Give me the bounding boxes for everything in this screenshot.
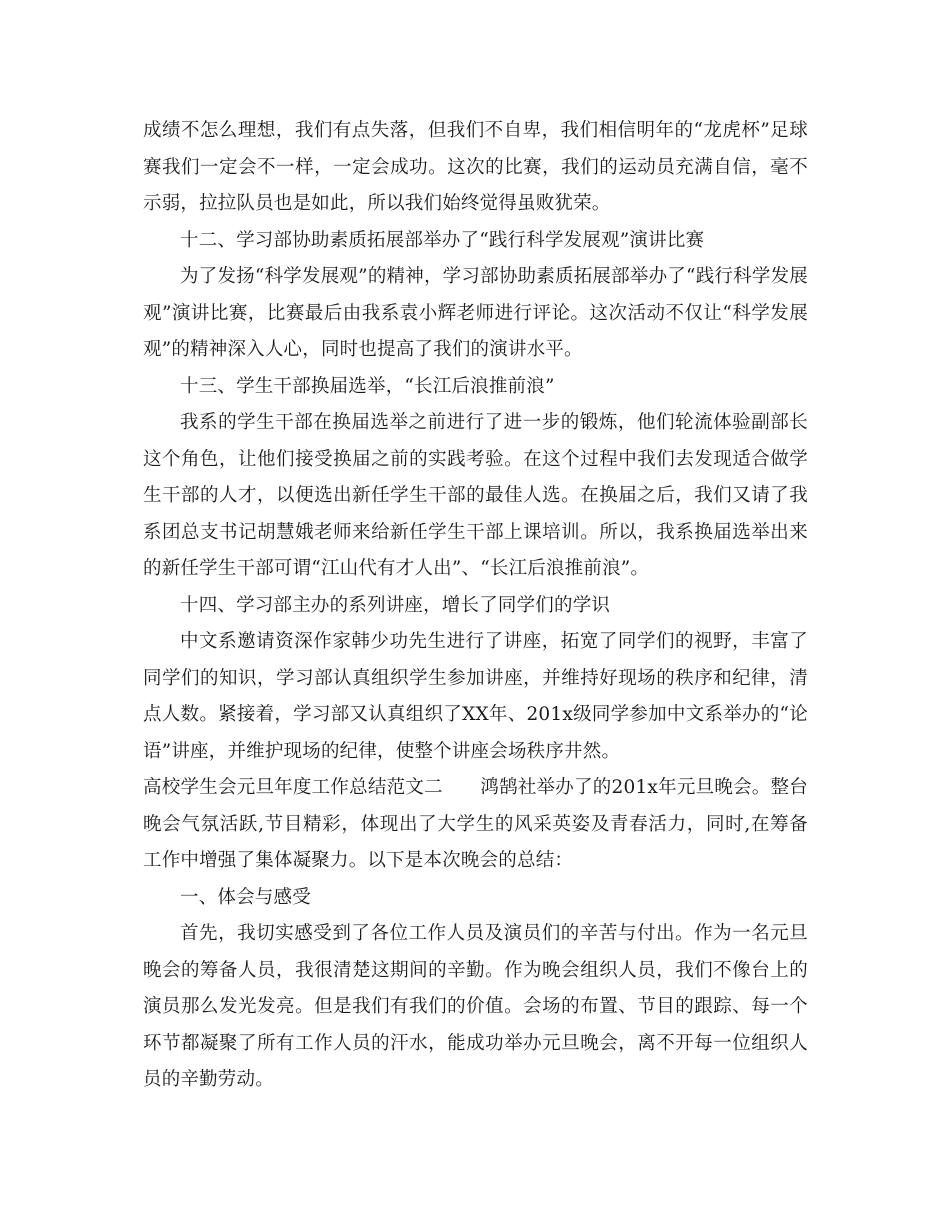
section-heading: 十四、学习部主办的系列讲座，增长了同学们的学识 <box>180 594 611 616</box>
paragraph: 高校学生会元旦年度工作总结范文二 鸿鹄社举办了的201x年元旦晚会。整台晚会气氛活跃,节目精彩，体现出了大学生的风采英姿及青春活力，同时,在筹备工作中增强了集体凝聚力。以下是本次晚会的总结： <box>143 777 808 871</box>
paragraph: 为了发扬“科学发展观”的精神，学习部协助素质拓展部举办了“践行科学发展观”演讲比赛，比赛最后由我系袁小辉老师进行评论。这次活动不仅让“科学发展观”的精神深入人心，同时也提高了我们的演讲水平。 <box>143 266 808 360</box>
paragraph: 我系的学生干部在换届选举之前进行了进一步的锻炼，他们轮流体验副部长这个角色，让他们接受换届之前的实践考验。在这个过程中我们去发现适合做学生干部的人才，以便选出新任学生干部的最佳人选。在换届之后，我们又请了我系团总支书记胡慧娥老师来给新任学生干部上课培训。所以，我系换届选举出来的新任学生干部可谓“江山代有才人出”、“长江后浪推前浪”。 <box>143 412 808 579</box>
section-heading: 十二、学习部协助素质拓展部举办了“践行科学发展观”演讲比赛 <box>180 229 705 251</box>
document-body <box>143 113 808 1099</box>
section-heading: 一、体会与感受 <box>180 886 311 908</box>
section-heading: 十三、学生干部换届选举，“长江后浪推前浪” <box>180 375 555 397</box>
paragraph: 首先，我切实感受到了各位工作人员及演员们的辛苦与付出。作为一名元旦晚会的筹备人员，我很清楚这期间的辛勤。作为晚会组织人员，我们不像台上的演员那么发光发亮。但是我们有我们的价值。会场的布置、节目的跟踪、每一个环节都凝聚了所有工作人员的汗水，能成功举办元旦晚会，离不开每一位组织人员的辛勤劳动。 <box>143 923 808 1090</box>
paragraph: 成绩不怎么理想，我们有点失落，但我们不自卑，我们相信明年的“龙虎杯”足球赛我们一定会不一样，一定会成功。这次的比赛，我们的运动员充满自信，毫不示弱，拉拉队员也是如此，所以我们始终觉得虽败犹荣。 <box>143 120 808 214</box>
paragraph: 中文系邀请资深作家韩少功先生进行了讲座，拓宽了同学们的视野，丰富了同学们的知识，学习部认真组织学生参加讲座，并维持好现场的秩序和纪律，清点人数。紧接着，学习部又认真组织了XX年、201x级同学参加中文系举办的“论语”讲座，并维护现场的纪律，使整个讲座会场秩序井然。 <box>143 631 808 762</box>
